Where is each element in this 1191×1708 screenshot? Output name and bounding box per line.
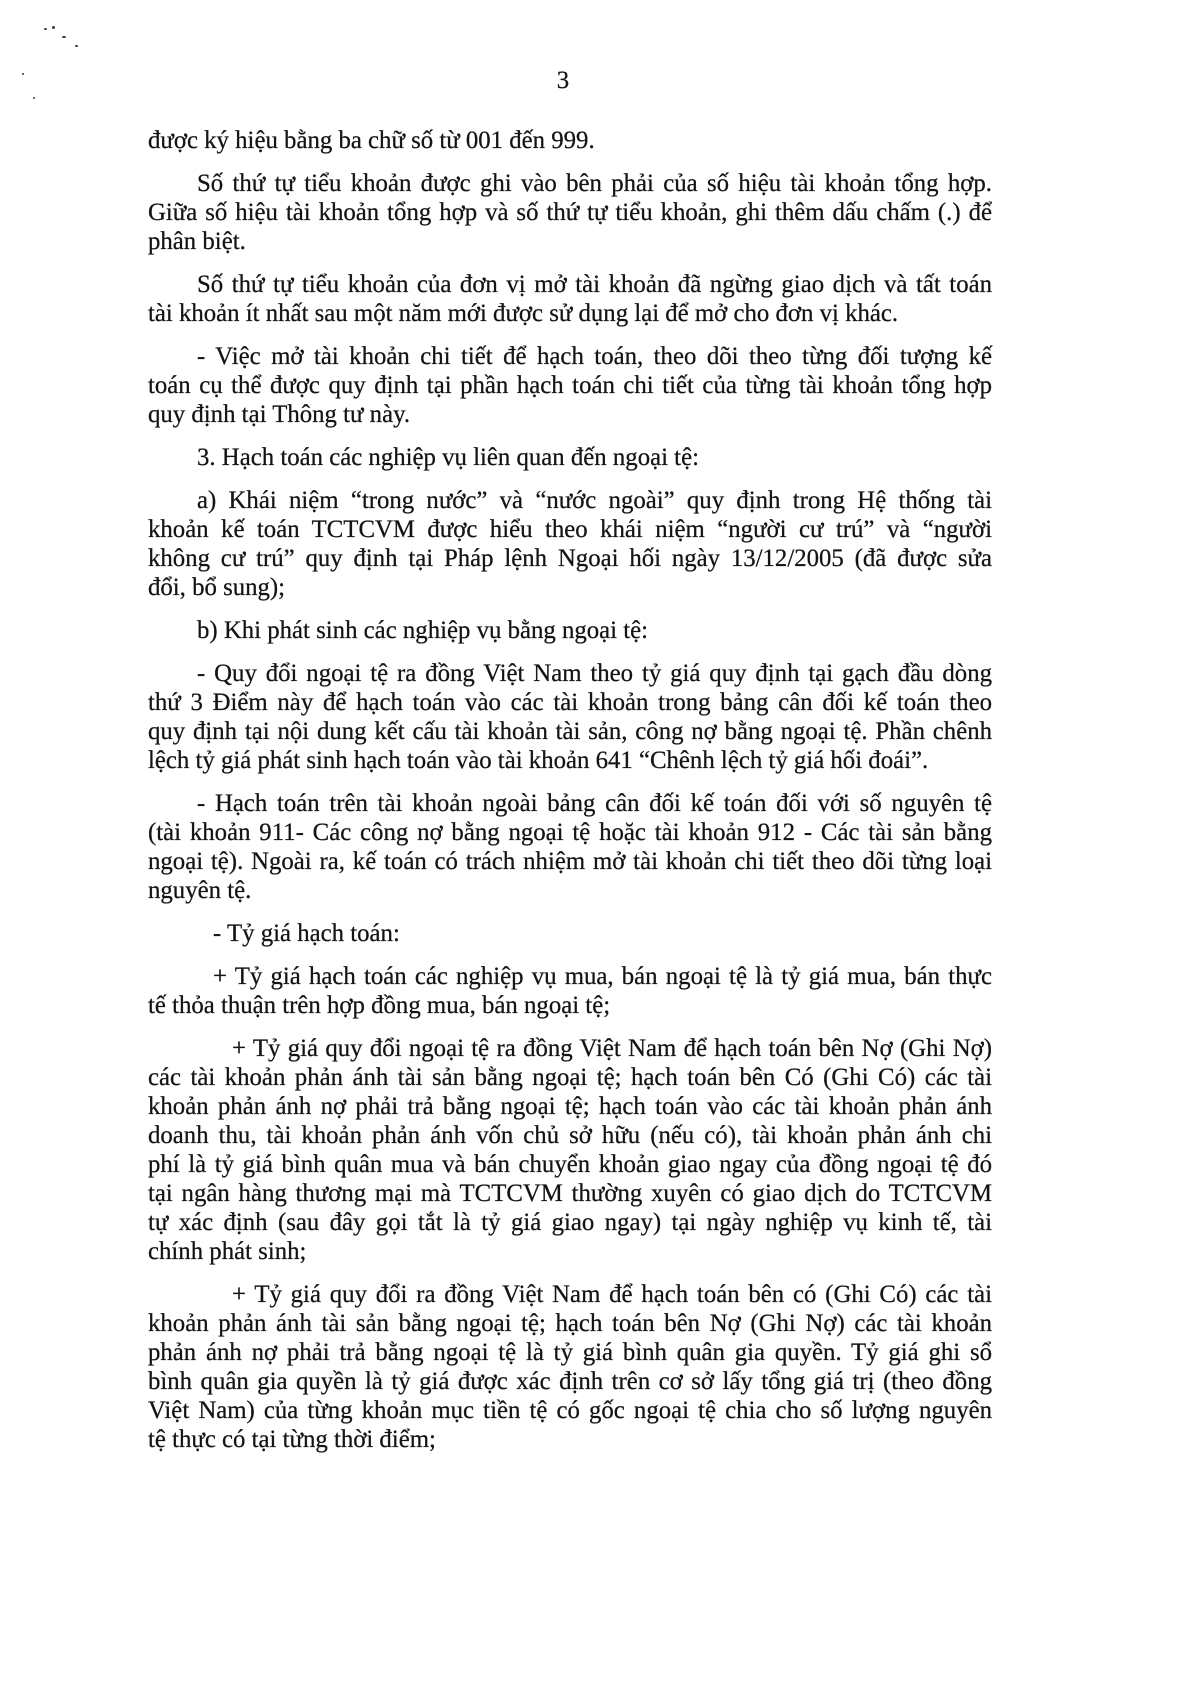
page-number: 3	[556, 67, 570, 94]
bullet-detail-accounts	[148, 342, 992, 429]
item-b-heading	[148, 616, 992, 645]
text-line: 3. Hạch toán các nghiệp vụ liên quan đến ngoại tệ:	[197, 444, 699, 471]
paragraph-subaccount-reuse	[148, 270, 992, 328]
item-a-definitions	[148, 486, 992, 602]
text-line: lệch tỷ giá phát sinh hạch toán vào tài khoản 641 “Chênh lệch tỷ giá hối đoái”.	[148, 747, 929, 774]
scan-speck	[62, 36, 66, 38]
text-line: khoản kế toán TCTCVM được hiểu theo khái niệm “người cư trú” và “người	[148, 516, 992, 543]
text-line: - Tỷ giá hạch toán:	[213, 920, 400, 947]
text-line: tệ thực có tại từng thời điểm;	[148, 1426, 436, 1453]
text-line: tại ngân hàng thương mại mà TCTCVM thường xuyên có giao dịch do TCTCVM	[148, 1180, 992, 1207]
text-line: toán cụ thể được quy định tại phần hạch toán chi tiết của từng tài khoản tổng hợp	[148, 372, 992, 399]
scan-speck	[33, 97, 35, 99]
text-line: a) Khái niệm “trong nước” và “nước ngoài” quy định trong Hệ thống tài	[197, 487, 992, 514]
text-line: + Tỷ giá quy đổi ngoại tệ ra đồng Việt Nam để hạch toán bên Nợ (Ghi Nợ)	[232, 1035, 992, 1062]
text-line: - Việc mở tài khoản chi tiết để hạch toán, theo dõi theo từng đối tượng kế	[197, 343, 992, 370]
subitem-spot-rate	[148, 1034, 992, 1266]
text-line: + Tỷ giá hạch toán các nghiệp vụ mua, bán ngoại tệ là tỷ giá mua, bán thực	[213, 963, 992, 990]
text-line: bình quân gia quyền là tỷ giá được xác định trên cơ sở lấy tổng giá trị (theo đồng	[148, 1368, 992, 1395]
scan-speck	[52, 26, 55, 29]
text-line: khoản phản ánh nợ phải trả bằng ngoại tệ; hạch toán vào các tài khoản phản ánh	[148, 1093, 992, 1120]
scan-speck	[44, 28, 47, 30]
text-line: (tài khoản 911- Các công nợ bằng ngoại tệ hoặc tài khoản 912 - Các tài sản bằng	[148, 819, 992, 846]
scan-speck	[75, 45, 78, 47]
text-line: nguyên tệ.	[148, 877, 252, 904]
text-line: các tài khoản phản ánh tài sản bằng ngoại tệ; hạch toán bên Có (Ghi Có) các tài	[148, 1064, 992, 1091]
section-heading-foreign-currency	[148, 443, 992, 472]
text-line: Việt Nam) của từng khoản mục tiền tệ có gốc ngoại tệ chia cho số lượng nguyên	[148, 1397, 992, 1424]
text-line: Số thứ tự tiểu khoản được ghi vào bên phải của số hiệu tài khoản tổng hợp.	[197, 170, 992, 197]
text-line: Giữa số hiệu tài khoản tổng hợp và số thứ tự tiểu khoản, ghi thêm dấu chấm (.) để	[148, 199, 992, 226]
text-line: tài khoản ít nhất sau một năm mới được sử dụng lại để mở cho đơn vị khác.	[148, 300, 899, 327]
text-line: tế thỏa thuận trên hợp đồng mua, bán ngoại tệ;	[148, 992, 611, 1019]
text-line: quy định tại Thông tư này.	[148, 401, 411, 428]
text-line: đổi, bổ sung);	[148, 574, 286, 601]
text-line: thứ 3 Điểm này để hạch toán vào các tài khoản trong bảng cân đối kế toán theo	[148, 689, 992, 716]
document-body	[148, 126, 992, 1454]
text-line: b) Khi phát sinh các nghiệp vụ bằng ngoại tệ:	[197, 617, 649, 644]
text-line: phí là tỷ giá bình quân mua và bán chuyển khoản giao ngay của đồng ngoại tệ đó	[148, 1151, 992, 1178]
text-line: ngoại tệ). Ngoài ra, kế toán có trách nhiệm mở tài khoản chi tiết theo dõi từng loại	[148, 848, 992, 875]
text-line: - Quy đổi ngoại tệ ra đồng Việt Nam theo tỷ giá quy định tại gạch đầu dòng	[197, 660, 992, 687]
subitem-weighted-average-rate	[148, 1280, 992, 1454]
text-line: phân biệt.	[148, 228, 246, 255]
text-line: chính phát sinh;	[148, 1238, 307, 1265]
scan-speck	[22, 73, 24, 75]
paragraph-continuation	[148, 126, 992, 155]
bullet-off-balance-sheet	[148, 789, 992, 905]
text-line: tự xác định (sau đây gọi tắt là tỷ giá giao ngay) tại ngày nghiệp vụ kinh tế, tài	[148, 1209, 992, 1236]
text-line: + Tỷ giá quy đổi ra đồng Việt Nam để hạch toán bên có (Ghi Có) các tài	[232, 1281, 992, 1308]
text-line: phản ánh nợ phải trả bằng ngoại tệ là tỷ giá bình quân gia quyền. Tỷ giá ghi sổ	[148, 1339, 992, 1366]
text-line: khoản phản ánh tài sản bằng ngoại tệ; hạch toán bên Nợ (Ghi Nợ) các tài khoản	[148, 1310, 992, 1337]
subitem-buy-sell-rate	[148, 962, 992, 1020]
text-line: được ký hiệu bằng ba chữ số từ 001 đến 999.	[148, 127, 595, 154]
text-line: - Hạch toán trên tài khoản ngoài bảng cân đối kế toán đối với số nguyên tệ	[197, 790, 992, 817]
text-line: không cư trú” quy định tại Pháp lệnh Ngoại hối ngày 13/12/2005 (đã được sửa	[148, 545, 992, 572]
bullet-exchange-rate-heading	[148, 919, 992, 948]
paragraph-subaccount-numbering	[148, 169, 992, 256]
text-line: quy định tại nội dung kết cấu tài khoản tài sản, công nợ bằng ngoại tệ. Phần chênh	[148, 718, 992, 745]
text-line: doanh thu, tài khoản phản ánh vốn chủ sở hữu (nếu có), tài khoản phản ánh chi	[148, 1122, 992, 1149]
text-line: Số thứ tự tiểu khoản của đơn vị mở tài khoản đã ngừng giao dịch và tất toán	[197, 271, 992, 298]
bullet-currency-conversion	[148, 659, 992, 775]
